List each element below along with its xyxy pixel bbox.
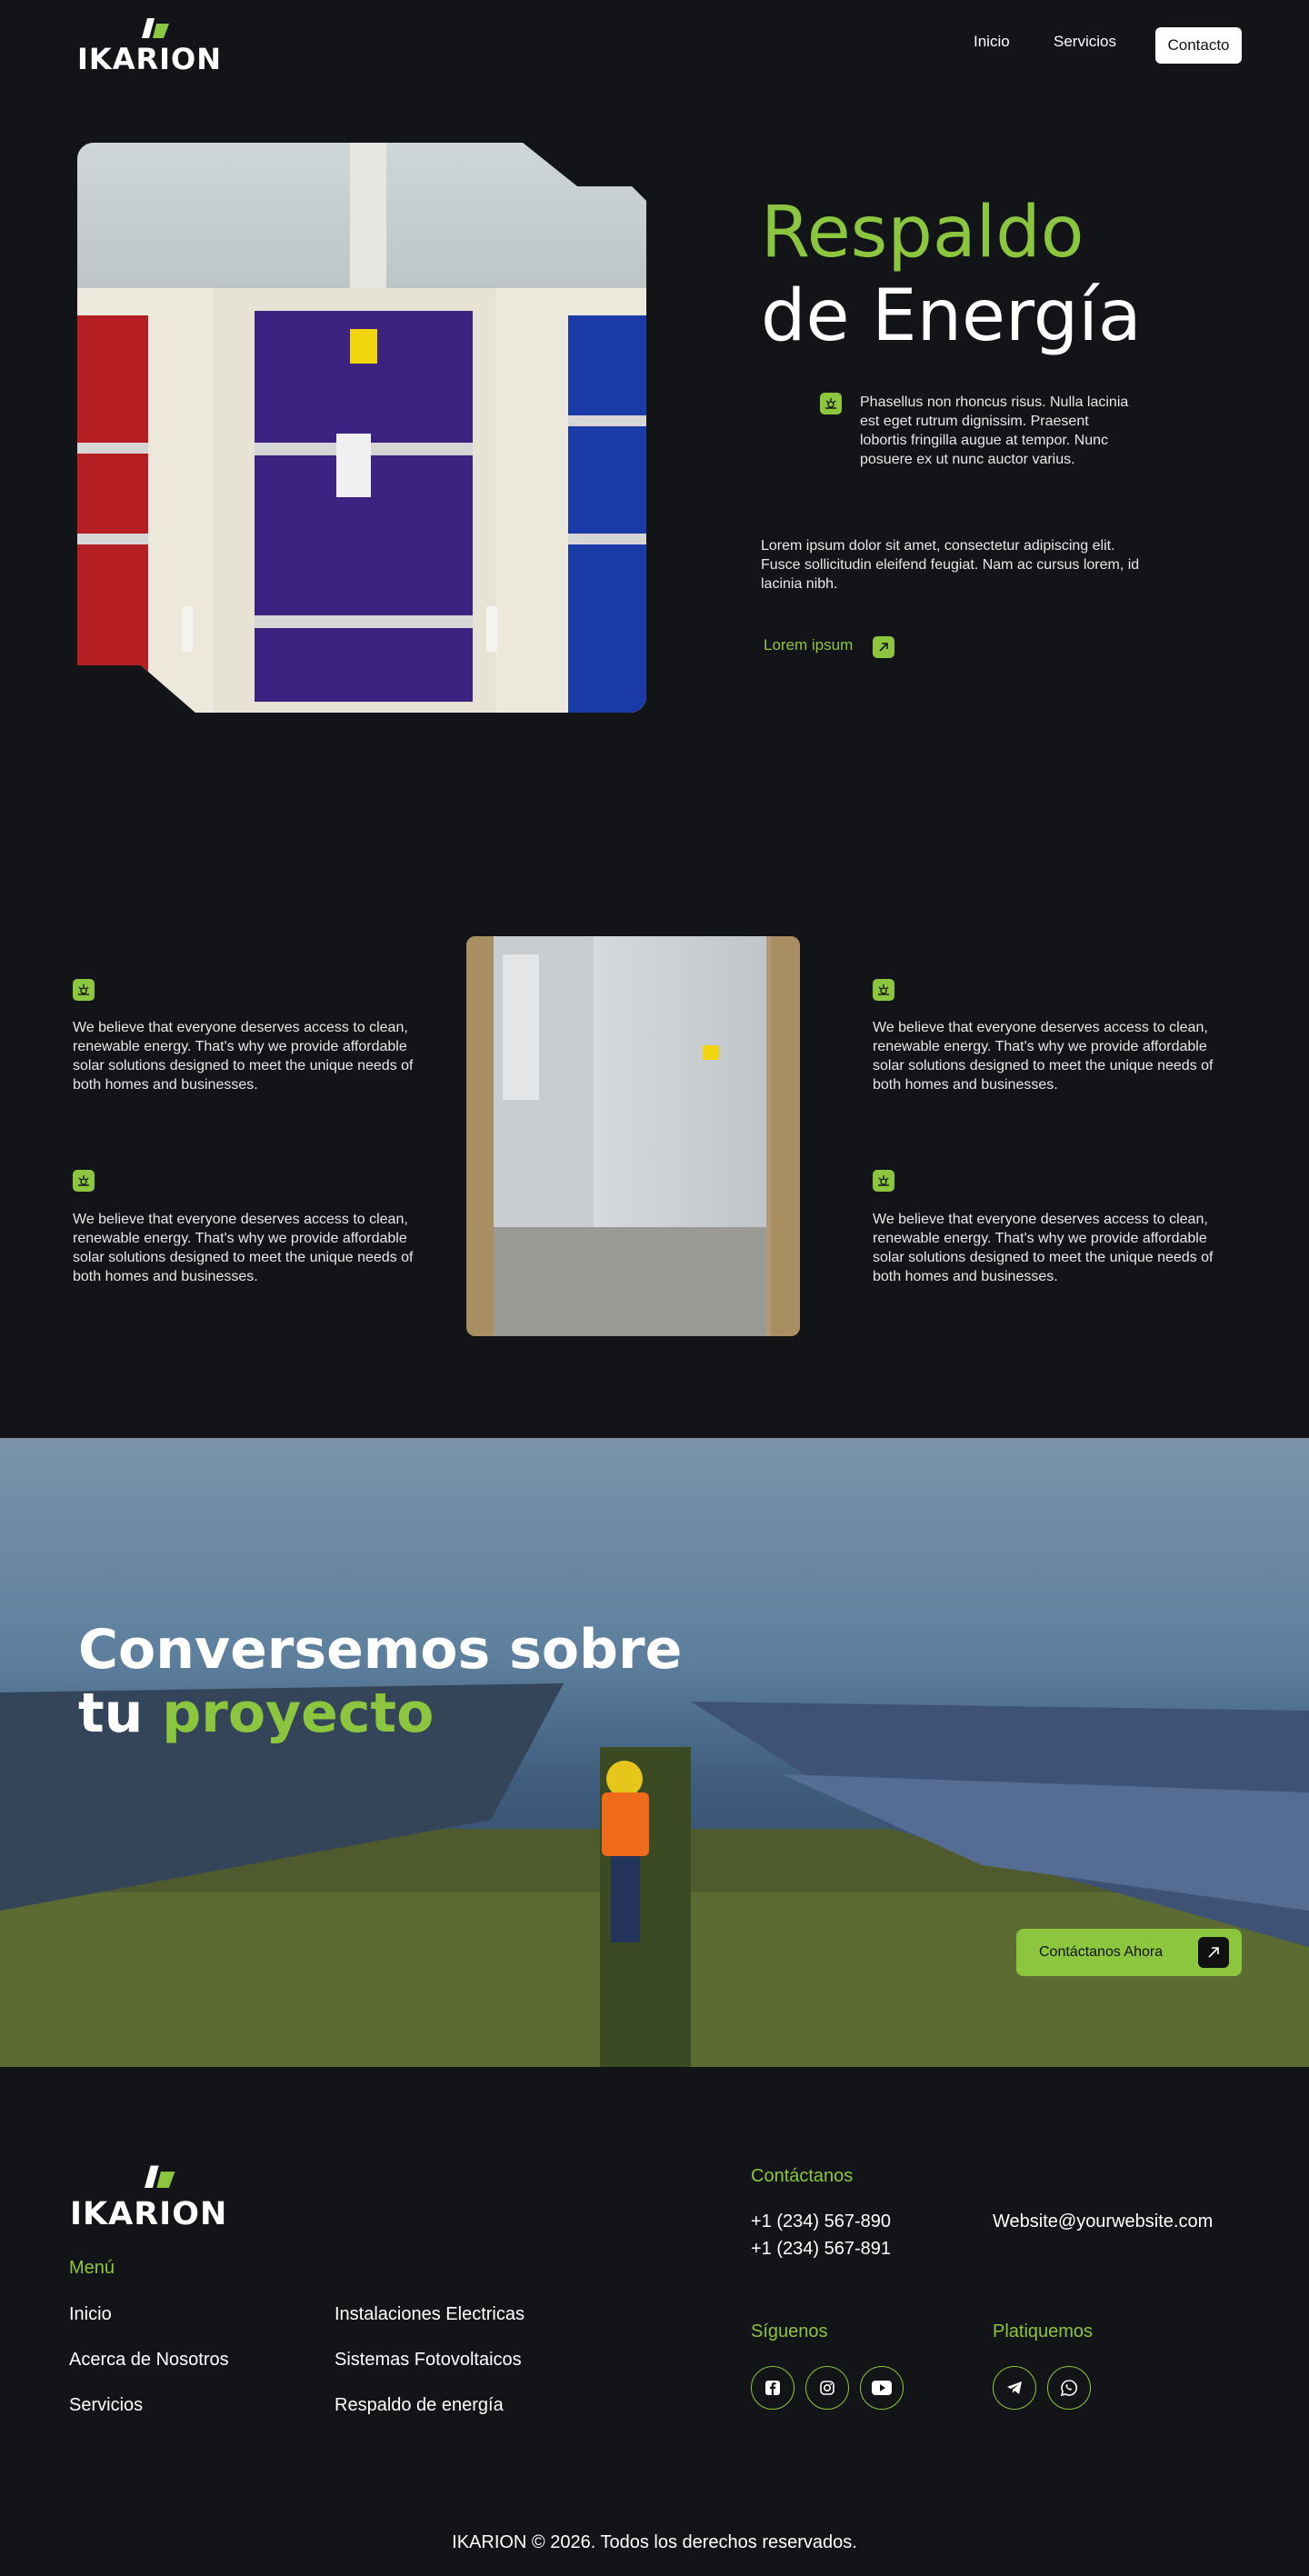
footer-email[interactable]: Website@yourwebsite.com <box>993 2212 1214 2232</box>
telegram-icon[interactable] <box>993 2366 1036 2410</box>
hero-paragraph-1: Phasellus non rhoncus risus. Nulla lacinia est eget rutrum dignissim. Praesent lobortis fringilla augue at tempor. Nunc posuere ex ut nunc auctor varius. <box>860 394 1129 467</box>
youtube-icon[interactable] <box>860 2366 904 2410</box>
footer-link-acerca[interactable]: Acerca de Nosotros <box>69 2350 229 2370</box>
footer-link-fotovoltaicos[interactable]: Sistemas Fotovoltaicos <box>335 2350 522 2370</box>
arrow-up-right-icon[interactable] <box>873 636 894 658</box>
bolt-icon <box>873 1170 894 1192</box>
contact-now-label: Contáctanos Ahora <box>1039 1944 1164 1960</box>
footer-logo[interactable] <box>70 2163 261 2232</box>
bolt-icon <box>873 979 894 1001</box>
cta-title-prefix: tu <box>78 1682 163 1745</box>
hero-title-line2: de Energía <box>761 275 1142 357</box>
facebook-icon[interactable] <box>751 2366 794 2410</box>
feature-text-3: We believe that everyone deserves access to clean, renewable energy. That's why we provide affordable solar solutions designed to meet the unique needs of both homes and businesses. <box>873 1020 1214 1093</box>
logo-mark-icon <box>145 2165 179 2192</box>
header-logo[interactable] <box>77 16 241 75</box>
bolt-icon <box>73 979 95 1001</box>
cta-title-highlight: proyecto <box>162 1682 435 1745</box>
arrow-up-right-icon <box>1198 1937 1229 1968</box>
inverter-cabinet-image <box>466 936 800 1336</box>
feature-text-4: We believe that everyone deserves access to clean, renewable energy. That's why we provide affordable solar solutions designed to meet the unique needs of both homes and businesses. <box>873 1212 1214 1284</box>
cta-title <box>78 1618 682 1745</box>
hero-title <box>761 191 1142 358</box>
bolt-icon <box>73 1170 95 1192</box>
footer-link-servicios[interactable]: Servicios <box>69 2395 144 2415</box>
cta-title-line1: Conversemos sobre <box>78 1618 683 1682</box>
instagram-icon[interactable] <box>805 2366 849 2410</box>
feature-text-2: We believe that everyone deserves access to clean, renewable energy. That's why we provide affordable solar solutions designed to meet the unique needs of both homes and businesses. <box>73 1212 414 1284</box>
bolt-icon <box>820 393 842 414</box>
logo-wordmark: IKARION <box>70 2196 228 2232</box>
footer-link-respaldo[interactable]: Respaldo de energía <box>335 2395 504 2415</box>
footer-follow-heading: Síguenos <box>751 2321 828 2341</box>
hero-link[interactable]: Lorem ipsum <box>764 636 854 654</box>
footer-phone-1[interactable]: +1 (234) 567-890 <box>751 2212 892 2232</box>
footer-phone-2[interactable]: +1 (234) 567-891 <box>751 2239 892 2259</box>
feature-text-1: We believe that everyone deserves access to clean, renewable energy. That's why we provide affordable solar solutions designed to meet the unique needs of both homes and businesses. <box>73 1020 414 1093</box>
nav-inicio[interactable]: Inicio <box>974 33 1010 50</box>
nav-contact-button[interactable]: Contacto <box>1155 27 1242 64</box>
hero-title-line1: Respaldo <box>761 192 1084 274</box>
whatsapp-icon[interactable] <box>1047 2366 1091 2410</box>
footer-contact-heading: Contáctanos <box>751 2166 854 2186</box>
hero-paragraph-2: Lorem ipsum dolor sit amet, consectetur adipiscing elit. Fusce sollicitudin eleifend feugiat. Nam ac cursus lorem, id lacinia nibh. <box>761 538 1140 592</box>
logo-mark-icon <box>142 18 173 42</box>
footer-link-inicio[interactable]: Inicio <box>69 2304 112 2324</box>
footer-copyright: IKARION © 2026. Todos los derechos reservados. <box>452 2532 857 2552</box>
footer-link-instalaciones[interactable]: Instalaciones Electricas <box>335 2304 525 2324</box>
hero-image-electrical-panels <box>77 143 646 713</box>
logo-wordmark: IKARION <box>77 42 222 76</box>
contact-now-button[interactable] <box>1016 1929 1242 1976</box>
footer-menu-heading: Menú <box>69 2258 115 2278</box>
nav-servicios[interactable]: Servicios <box>1054 33 1116 50</box>
footer-chat-heading: Platiquemos <box>993 2321 1094 2341</box>
